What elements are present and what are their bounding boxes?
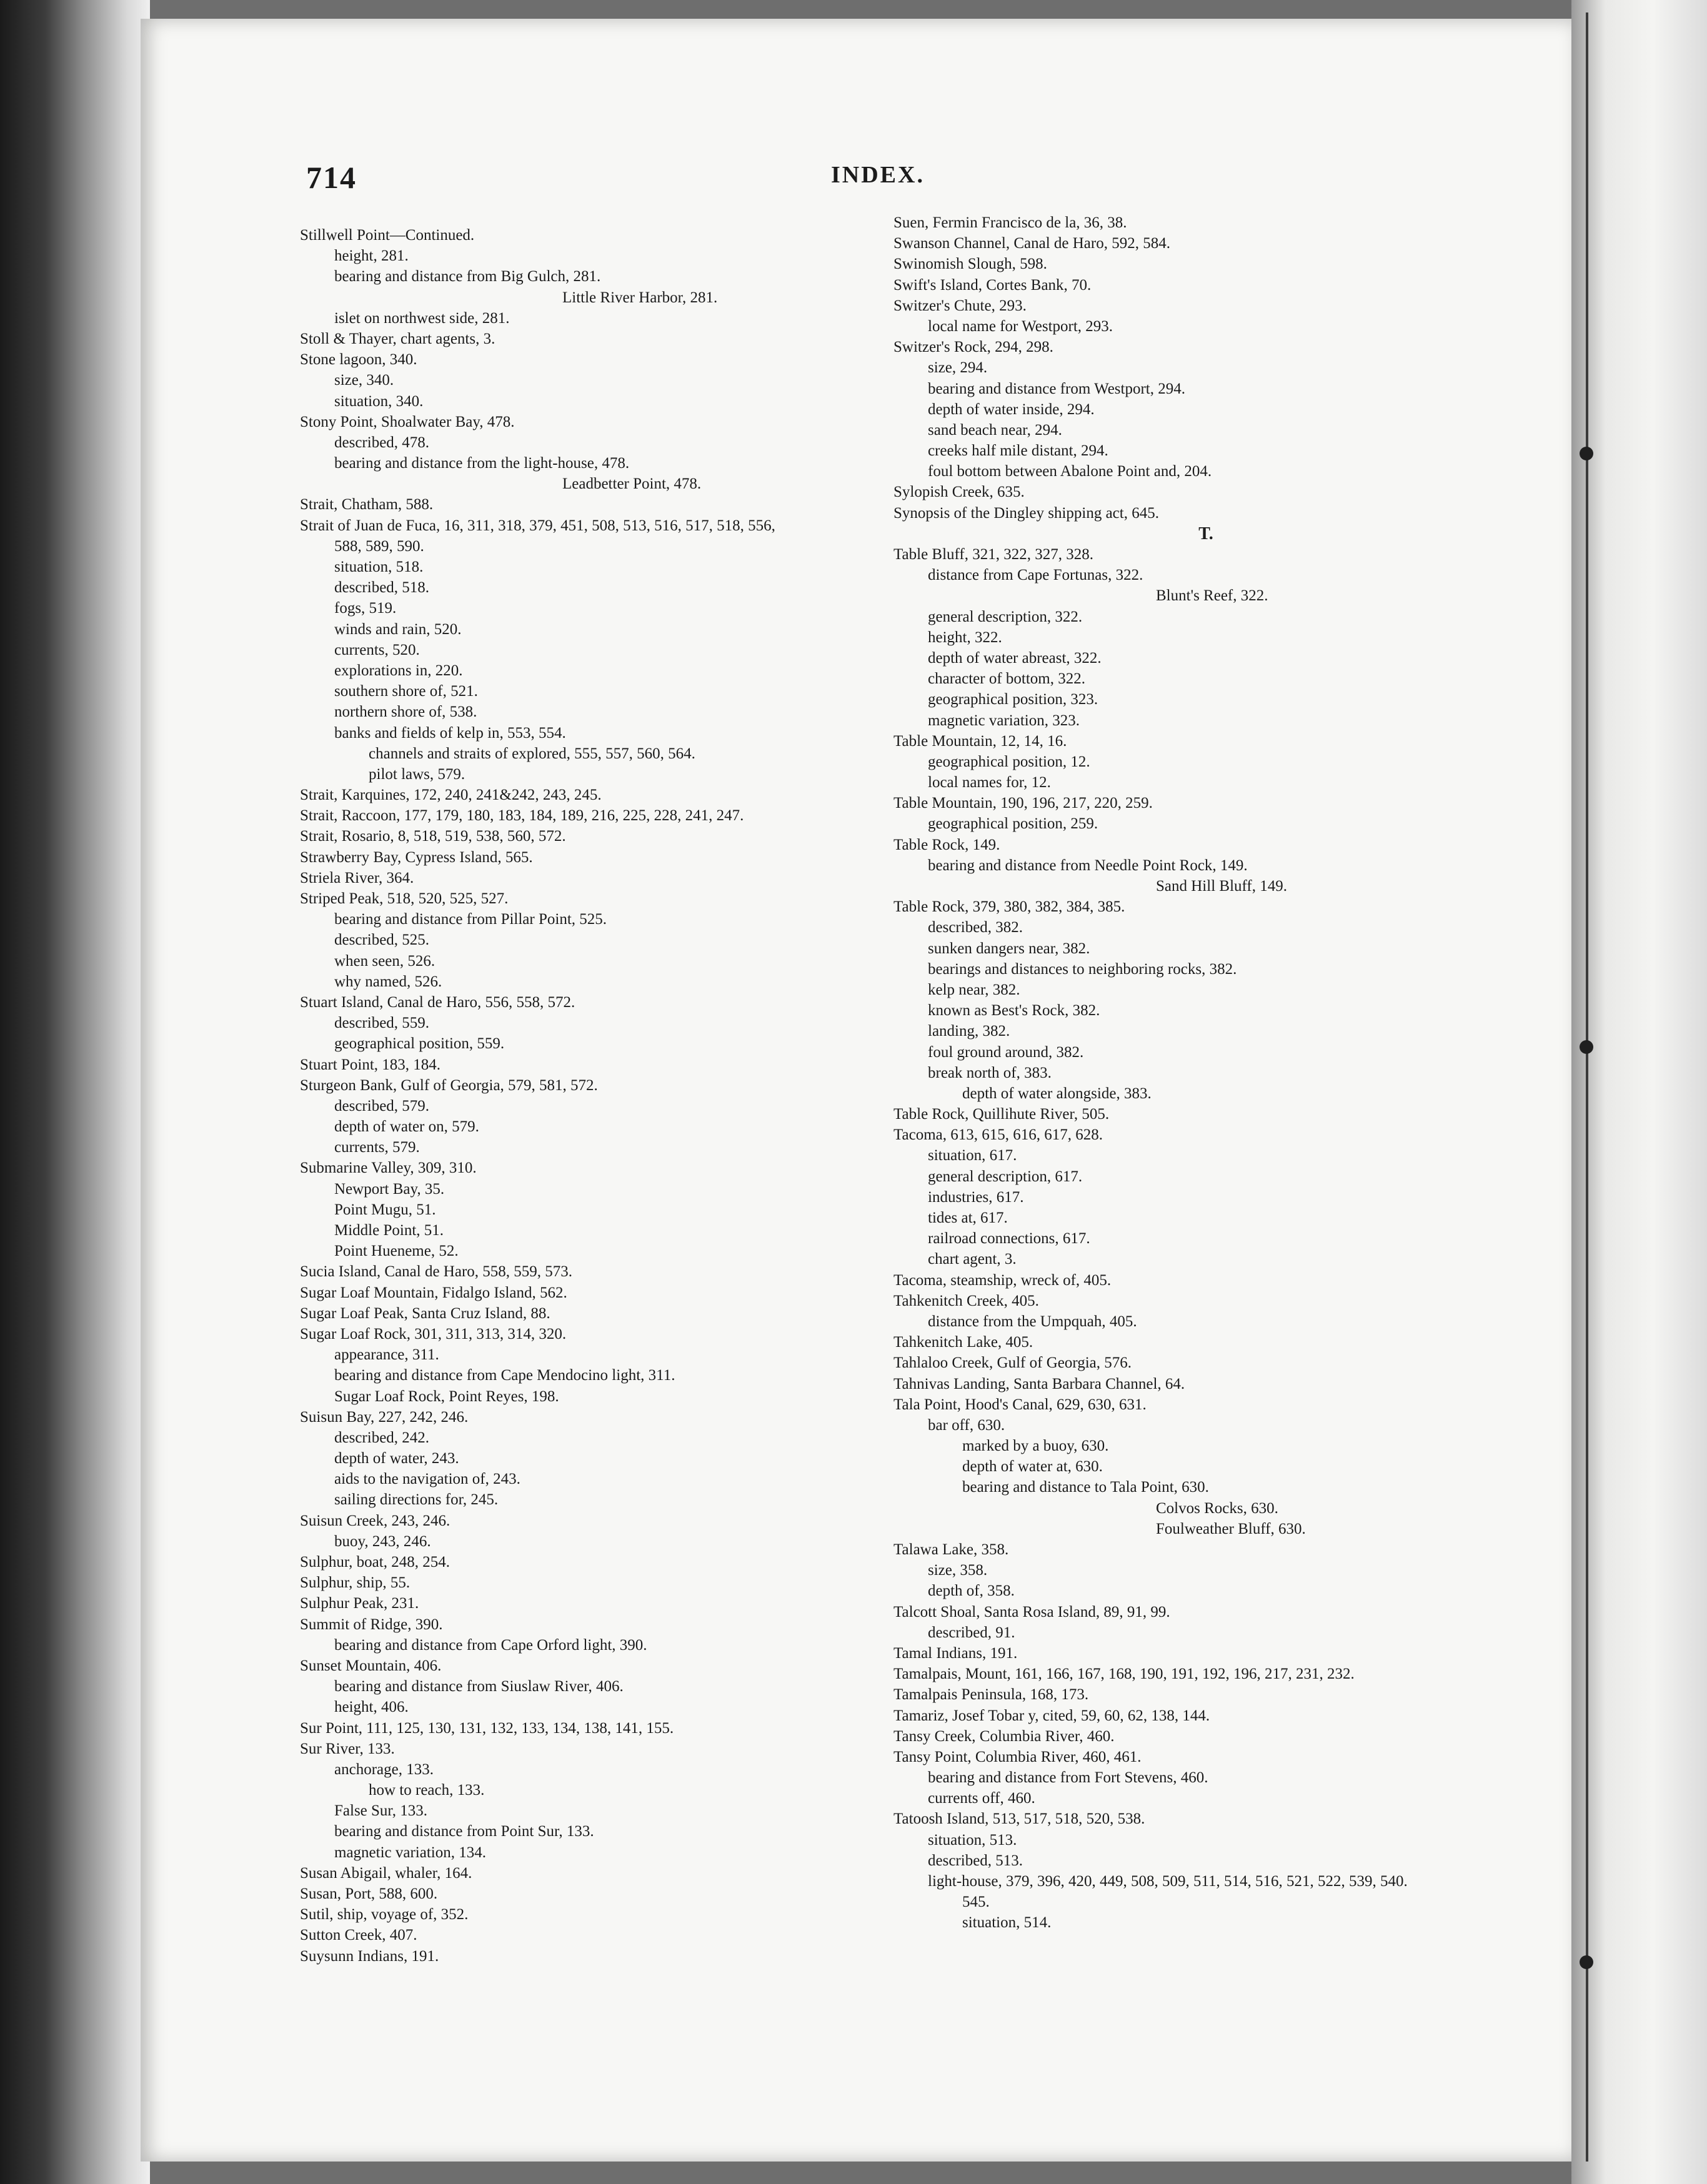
index-entry: Tamalpais Peninsula, 168, 173.: [893, 1686, 1089, 1704]
book-edge: [0, 0, 150, 2184]
index-subentry: geographical position, 259.: [928, 815, 1098, 833]
index-subentry: bearing and distance to Tala Point, 630.: [962, 1479, 1209, 1496]
index-subentry: known as Best's Rock, 382.: [928, 1002, 1100, 1020]
index-subentry: local names for, 12.: [928, 774, 1051, 792]
index-subentry: False Sur, 133.: [334, 1802, 427, 1820]
index-entry: Striela River, 364.: [300, 869, 414, 886]
index-subentry: size, 340.: [334, 372, 394, 389]
index-subentry: Point Mugu, 51.: [334, 1201, 436, 1218]
index-subentry: Newport Bay, 35.: [334, 1180, 445, 1198]
index-subentry: size, 294.: [928, 359, 988, 377]
index-subentry: kelp near, 382.: [928, 981, 1020, 998]
running-head: INDEX.: [831, 162, 925, 188]
index-entry: Tamariz, Josef Tobar y, cited, 59, 60, 62, 138, 144.: [893, 1707, 1210, 1724]
index-entry: Tamal Indians, 191.: [893, 1644, 1018, 1662]
index-subentry: bar off, 630.: [928, 1416, 1005, 1434]
index-entry: Tansy Point, Columbia River, 460, 461.: [893, 1748, 1142, 1765]
index-entry: Susan, Port, 588, 600.: [300, 1885, 438, 1902]
index-subentry: marked by a buoy, 630.: [962, 1437, 1109, 1455]
index-subentry: described, 525.: [334, 931, 430, 949]
index-entry: Tamalpais, Mount, 161, 166, 167, 168, 190, 191, 192, 196, 217, 231, 232.: [893, 1665, 1355, 1683]
index-subentry: situation, 514.: [962, 1914, 1052, 1932]
index-entry: Sur River, 133.: [300, 1740, 395, 1757]
index-entry: Sur Point, 111, 125, 130, 131, 132, 133, 134, 138, 141, 155.: [300, 1719, 674, 1737]
index-subentry: height, 281.: [334, 247, 409, 265]
index-subentry: sunken dangers near, 382.: [928, 940, 1090, 957]
index-entry: Tacoma, 613, 615, 616, 617, 628.: [893, 1126, 1103, 1144]
index-subentry: bearing and distance from Cape Orford light, 390.: [334, 1636, 647, 1654]
index-subentry: foul bottom between Abalone Point and, 204.: [928, 463, 1212, 480]
index-entry: Stuart Point, 183, 184.: [300, 1056, 441, 1073]
index-subentry: height, 406.: [334, 1699, 409, 1716]
index-entry: Sutton Creek, 407.: [300, 1927, 417, 1944]
index-subentry: when seen, 526.: [334, 952, 435, 970]
index-entry: Suysunn Indians, 191.: [300, 1947, 439, 1965]
index-subentry: buoy, 243, 246.: [334, 1532, 431, 1550]
index-subentry: appearance, 311.: [334, 1346, 439, 1364]
index-entry: Tacoma, steamship, wreck of, 405.: [893, 1271, 1112, 1289]
index-subentry: break north of, 383.: [928, 1064, 1052, 1081]
index-entry: Sugar Loaf Mountain, Fidalgo Island, 562.: [300, 1284, 567, 1301]
index-entry: Strawberry Bay, Cypress Island, 565.: [300, 848, 533, 866]
index-entry: Table Mountain, 190, 196, 217, 220, 259.: [893, 795, 1153, 812]
index-subentry: height, 322.: [928, 628, 1002, 646]
index-subentry: described, 579.: [334, 1097, 430, 1114]
index-subentry: character of bottom, 322.: [928, 670, 1085, 688]
index-subentry: bearing and distance from Cape Mendocino light, 311.: [334, 1367, 675, 1384]
binding-line: [1586, 12, 1588, 2162]
index-subentry: Foulweather Bluff, 630.: [1156, 1520, 1306, 1537]
index-subentry: situation, 513.: [928, 1831, 1017, 1849]
index-entry: Sugar Loaf Rock, 301, 311, 313, 314, 320.: [300, 1325, 567, 1343]
index-subentry: landing, 382.: [928, 1023, 1010, 1040]
index-subentry: currents, 520.: [334, 641, 420, 658]
index-entry: Strait of Juan de Fuca, 16, 311, 318, 379, 451, 508, 513, 516, 517, 518, 556,: [300, 517, 775, 534]
index-subentry: distance from Cape Fortunas, 322.: [928, 567, 1143, 584]
index-subentry: geographical position, 323.: [928, 691, 1098, 708]
index-subentry: Middle Point, 51.: [334, 1222, 444, 1239]
index-subentry: light-house, 379, 396, 420, 449, 508, 509, 511, 514, 516, 521, 522, 539, 540.: [928, 1873, 1408, 1890]
index-subentry: 588, 589, 590.: [334, 537, 424, 555]
index-entry: Swinomish Slough, 598.: [893, 256, 1047, 273]
index-subentry: anchorage, 133.: [334, 1760, 434, 1778]
index-subentry: pilot laws, 579.: [369, 765, 465, 783]
index-subentry: bearing and distance from Westport, 294.: [928, 380, 1185, 397]
index-subentry: bearing and distance from Siuslaw River, 406.: [334, 1678, 624, 1695]
index-subentry: aids to the navigation of, 243.: [334, 1471, 520, 1488]
index-entry: Tahlaloo Creek, Gulf of Georgia, 576.: [893, 1354, 1132, 1372]
right-index-column: [893, 212, 1518, 1933]
index-subentry: local name for Westport, 293.: [928, 317, 1113, 335]
index-subentry: general description, 322.: [928, 608, 1083, 625]
index-subentry: bearing and distance from Pillar Point, 525.: [334, 911, 607, 928]
index-entry: Suen, Fermin Francisco de la, 36, 38.: [893, 214, 1127, 231]
index-subentry: Sand Hill Bluff, 149.: [1156, 878, 1287, 895]
index-subentry: islet on northwest side, 281.: [334, 309, 510, 327]
index-entry: Sunset Mountain, 406.: [300, 1657, 442, 1674]
index-entry: Summit of Ridge, 390.: [300, 1616, 443, 1633]
index-entry: Sulphur, boat, 248, 254.: [300, 1554, 450, 1571]
index-subentry: depth of water, 243.: [334, 1450, 459, 1467]
index-subentry: how to reach, 133.: [369, 1782, 485, 1799]
section-letter: T.: [1198, 524, 1213, 544]
index-subentry: winds and rain, 520.: [334, 620, 462, 638]
index-subentry: depth of water on, 579.: [334, 1118, 479, 1136]
index-subentry: 545.: [962, 1894, 990, 1911]
index-subentry: depth of, 358.: [928, 1582, 1015, 1600]
index-entry: Sulphur Peak, 231.: [300, 1595, 419, 1612]
index-entry: Table Bluff, 321, 322, 327, 328.: [893, 546, 1093, 563]
index-entry: Tahkenitch Lake, 405.: [893, 1334, 1033, 1351]
index-subentry: bearing and distance from Point Sur, 133.: [334, 1823, 594, 1840]
index-entry: Tansy Creek, Columbia River, 460.: [893, 1727, 1115, 1745]
index-subentry: Blunt's Reef, 322.: [1156, 587, 1268, 605]
index-subentry: bearing and distance from the light-house, 478.: [334, 455, 630, 472]
index-subentry: size, 358.: [928, 1562, 988, 1579]
index-subentry: geographical position, 559.: [334, 1035, 505, 1053]
index-subentry: bearing and distance from Big Gulch, 281.: [334, 268, 601, 285]
index-entry: Talawa Lake, 358.: [893, 1541, 1009, 1558]
page-number: 714: [306, 160, 357, 195]
index-subentry: currents off, 460.: [928, 1790, 1035, 1807]
index-subentry: depth of water at, 630.: [962, 1458, 1103, 1476]
index-entry: Tatoosh Island, 513, 517, 518, 520, 538.: [893, 1810, 1145, 1828]
index-entry: Stuart Island, Canal de Haro, 556, 558, 572.: [300, 993, 575, 1011]
index-subentry: railroad connections, 617.: [928, 1230, 1090, 1248]
index-subentry: magnetic variation, 323.: [928, 712, 1080, 729]
index-subentry: described, 518.: [334, 579, 430, 597]
index-entry: Stony Point, Shoalwater Bay, 478.: [300, 413, 515, 430]
index-subentry: currents, 579.: [334, 1139, 420, 1156]
index-subentry: Sugar Loaf Rock, Point Reyes, 198.: [334, 1387, 559, 1405]
index-subentry: Colvos Rocks, 630.: [1156, 1499, 1278, 1517]
index-entry: Suisun Creek, 243, 246.: [300, 1512, 450, 1529]
index-subentry: northern shore of, 538.: [334, 703, 477, 721]
index-subentry: bearings and distances to neighboring rocks, 382.: [928, 960, 1237, 978]
index-entry: Talcott Shoal, Santa Rosa Island, 89, 91, 99.: [893, 1603, 1170, 1621]
index-entry: Switzer's Rock, 294, 298.: [893, 339, 1053, 356]
index-subentry: southern shore of, 521.: [334, 683, 478, 700]
index-subentry: described, 242.: [334, 1429, 430, 1446]
index-subentry: depth of water inside, 294.: [928, 400, 1095, 418]
index-subentry: situation, 617.: [928, 1147, 1017, 1164]
index-subentry: sailing directions for, 245.: [334, 1491, 499, 1509]
index-entry: Synopsis of the Dingley shipping act, 645.: [893, 504, 1159, 522]
index-subentry: described, 382.: [928, 919, 1023, 936]
index-entry: Strait, Raccoon, 177, 179, 180, 183, 184, 189, 216, 225, 228, 241, 247.: [300, 807, 744, 825]
index-entry: Table Rock, 379, 380, 382, 384, 385.: [893, 898, 1125, 916]
adjacent-page-edge: [1571, 0, 1707, 2184]
index-subentry: described, 559.: [334, 1015, 430, 1032]
index-entry: Sylopish Creek, 635.: [893, 484, 1025, 501]
index-entry: Switzer's Chute, 293.: [893, 297, 1027, 314]
index-entry: Tahnivas Landing, Santa Barbara Channel, 64.: [893, 1375, 1185, 1392]
left-index-column: [300, 225, 881, 1967]
index-subentry: Little River Harbor, 281.: [562, 289, 718, 306]
index-entry: Sugar Loaf Peak, Santa Cruz Island, 88.: [300, 1304, 550, 1322]
binding-ring: [1580, 447, 1593, 460]
index-entry: Swanson Channel, Canal de Haro, 592, 584.: [893, 235, 1170, 252]
index-entry: Tahkenitch Creek, 405.: [893, 1292, 1039, 1309]
index-entry: Stoll & Thayer, chart agents, 3.: [300, 330, 495, 347]
index-subentry: industries, 617.: [928, 1188, 1024, 1206]
index-entry: Sulphur, ship, 55.: [300, 1574, 411, 1592]
index-entry: Table Rock, Quillihute River, 505.: [893, 1106, 1110, 1123]
index-subentry: bearing and distance from Fort Stevens, 460.: [928, 1769, 1208, 1787]
index-entry: Table Rock, 149.: [893, 836, 1000, 853]
index-subentry: chart agent, 3.: [928, 1251, 1017, 1268]
index-subentry: described, 91.: [928, 1624, 1015, 1641]
index-entry: Stillwell Point—Continued.: [300, 227, 475, 244]
index-subentry: tides at, 617.: [928, 1209, 1008, 1226]
index-entry: Suisun Bay, 227, 242, 246.: [300, 1408, 469, 1426]
index-subentry: depth of water abreast, 322.: [928, 649, 1102, 667]
index-subentry: situation, 340.: [334, 392, 424, 410]
index-subentry: sand beach near, 294.: [928, 421, 1062, 439]
index-subentry: channels and straits of explored, 555, 557, 560, 564.: [369, 745, 695, 762]
index-subentry: depth of water alongside, 383.: [962, 1085, 1152, 1102]
index-subentry: described, 478.: [334, 434, 430, 451]
binding-ring: [1580, 1040, 1593, 1054]
index-subentry: geographical position, 12.: [928, 753, 1090, 770]
index-entry: Sutil, ship, voyage of, 352.: [300, 1906, 469, 1923]
index-subentry: explorations in, 220.: [334, 662, 463, 679]
index-subentry: bearing and distance from Needle Point Rock, 149.: [928, 856, 1248, 874]
index-entry: Stone lagoon, 340.: [300, 351, 417, 369]
index-subentry: magnetic variation, 134.: [334, 1844, 486, 1861]
index-entry: Swift's Island, Cortes Bank, 70.: [893, 276, 1092, 294]
index-subentry: Point Hueneme, 52.: [334, 1243, 459, 1260]
index-subentry: banks and fields of kelp in, 553, 554.: [334, 724, 566, 742]
index-subentry: why named, 526.: [334, 973, 442, 990]
index-subentry: general description, 617.: [928, 1168, 1083, 1185]
index-subentry: situation, 518.: [334, 558, 424, 575]
index-entry: Tala Point, Hood's Canal, 629, 630, 631.: [893, 1396, 1147, 1413]
index-entry: Sturgeon Bank, Gulf of Georgia, 579, 581, 572.: [300, 1076, 598, 1094]
index-subentry: described, 513.: [928, 1852, 1023, 1869]
index-entry: Table Mountain, 12, 14, 16.: [893, 732, 1067, 750]
binding-ring: [1580, 1955, 1593, 1969]
index-entry: Sucia Island, Canal de Haro, 558, 559, 573.: [300, 1263, 573, 1281]
index-entry: Strait, Karquines, 172, 240, 241&242, 243, 245.: [300, 787, 602, 804]
index-subentry: Leadbetter Point, 478.: [562, 475, 702, 493]
index-entry: Susan Abigail, whaler, 164.: [300, 1864, 472, 1882]
index-entry: Striped Peak, 518, 520, 525, 527.: [300, 890, 509, 907]
index-subentry: fogs, 519.: [334, 600, 397, 617]
index-entry: Submarine Valley, 309, 310.: [300, 1159, 477, 1177]
index-subentry: creeks half mile distant, 294.: [928, 442, 1108, 460]
index-subentry: foul ground around, 382.: [928, 1043, 1084, 1061]
index-entry: Strait, Chatham, 588.: [300, 496, 434, 514]
index-subentry: distance from the Umpquah, 405.: [928, 1313, 1137, 1330]
index-entry: Strait, Rosario, 8, 518, 519, 538, 560, 572.: [300, 828, 566, 845]
